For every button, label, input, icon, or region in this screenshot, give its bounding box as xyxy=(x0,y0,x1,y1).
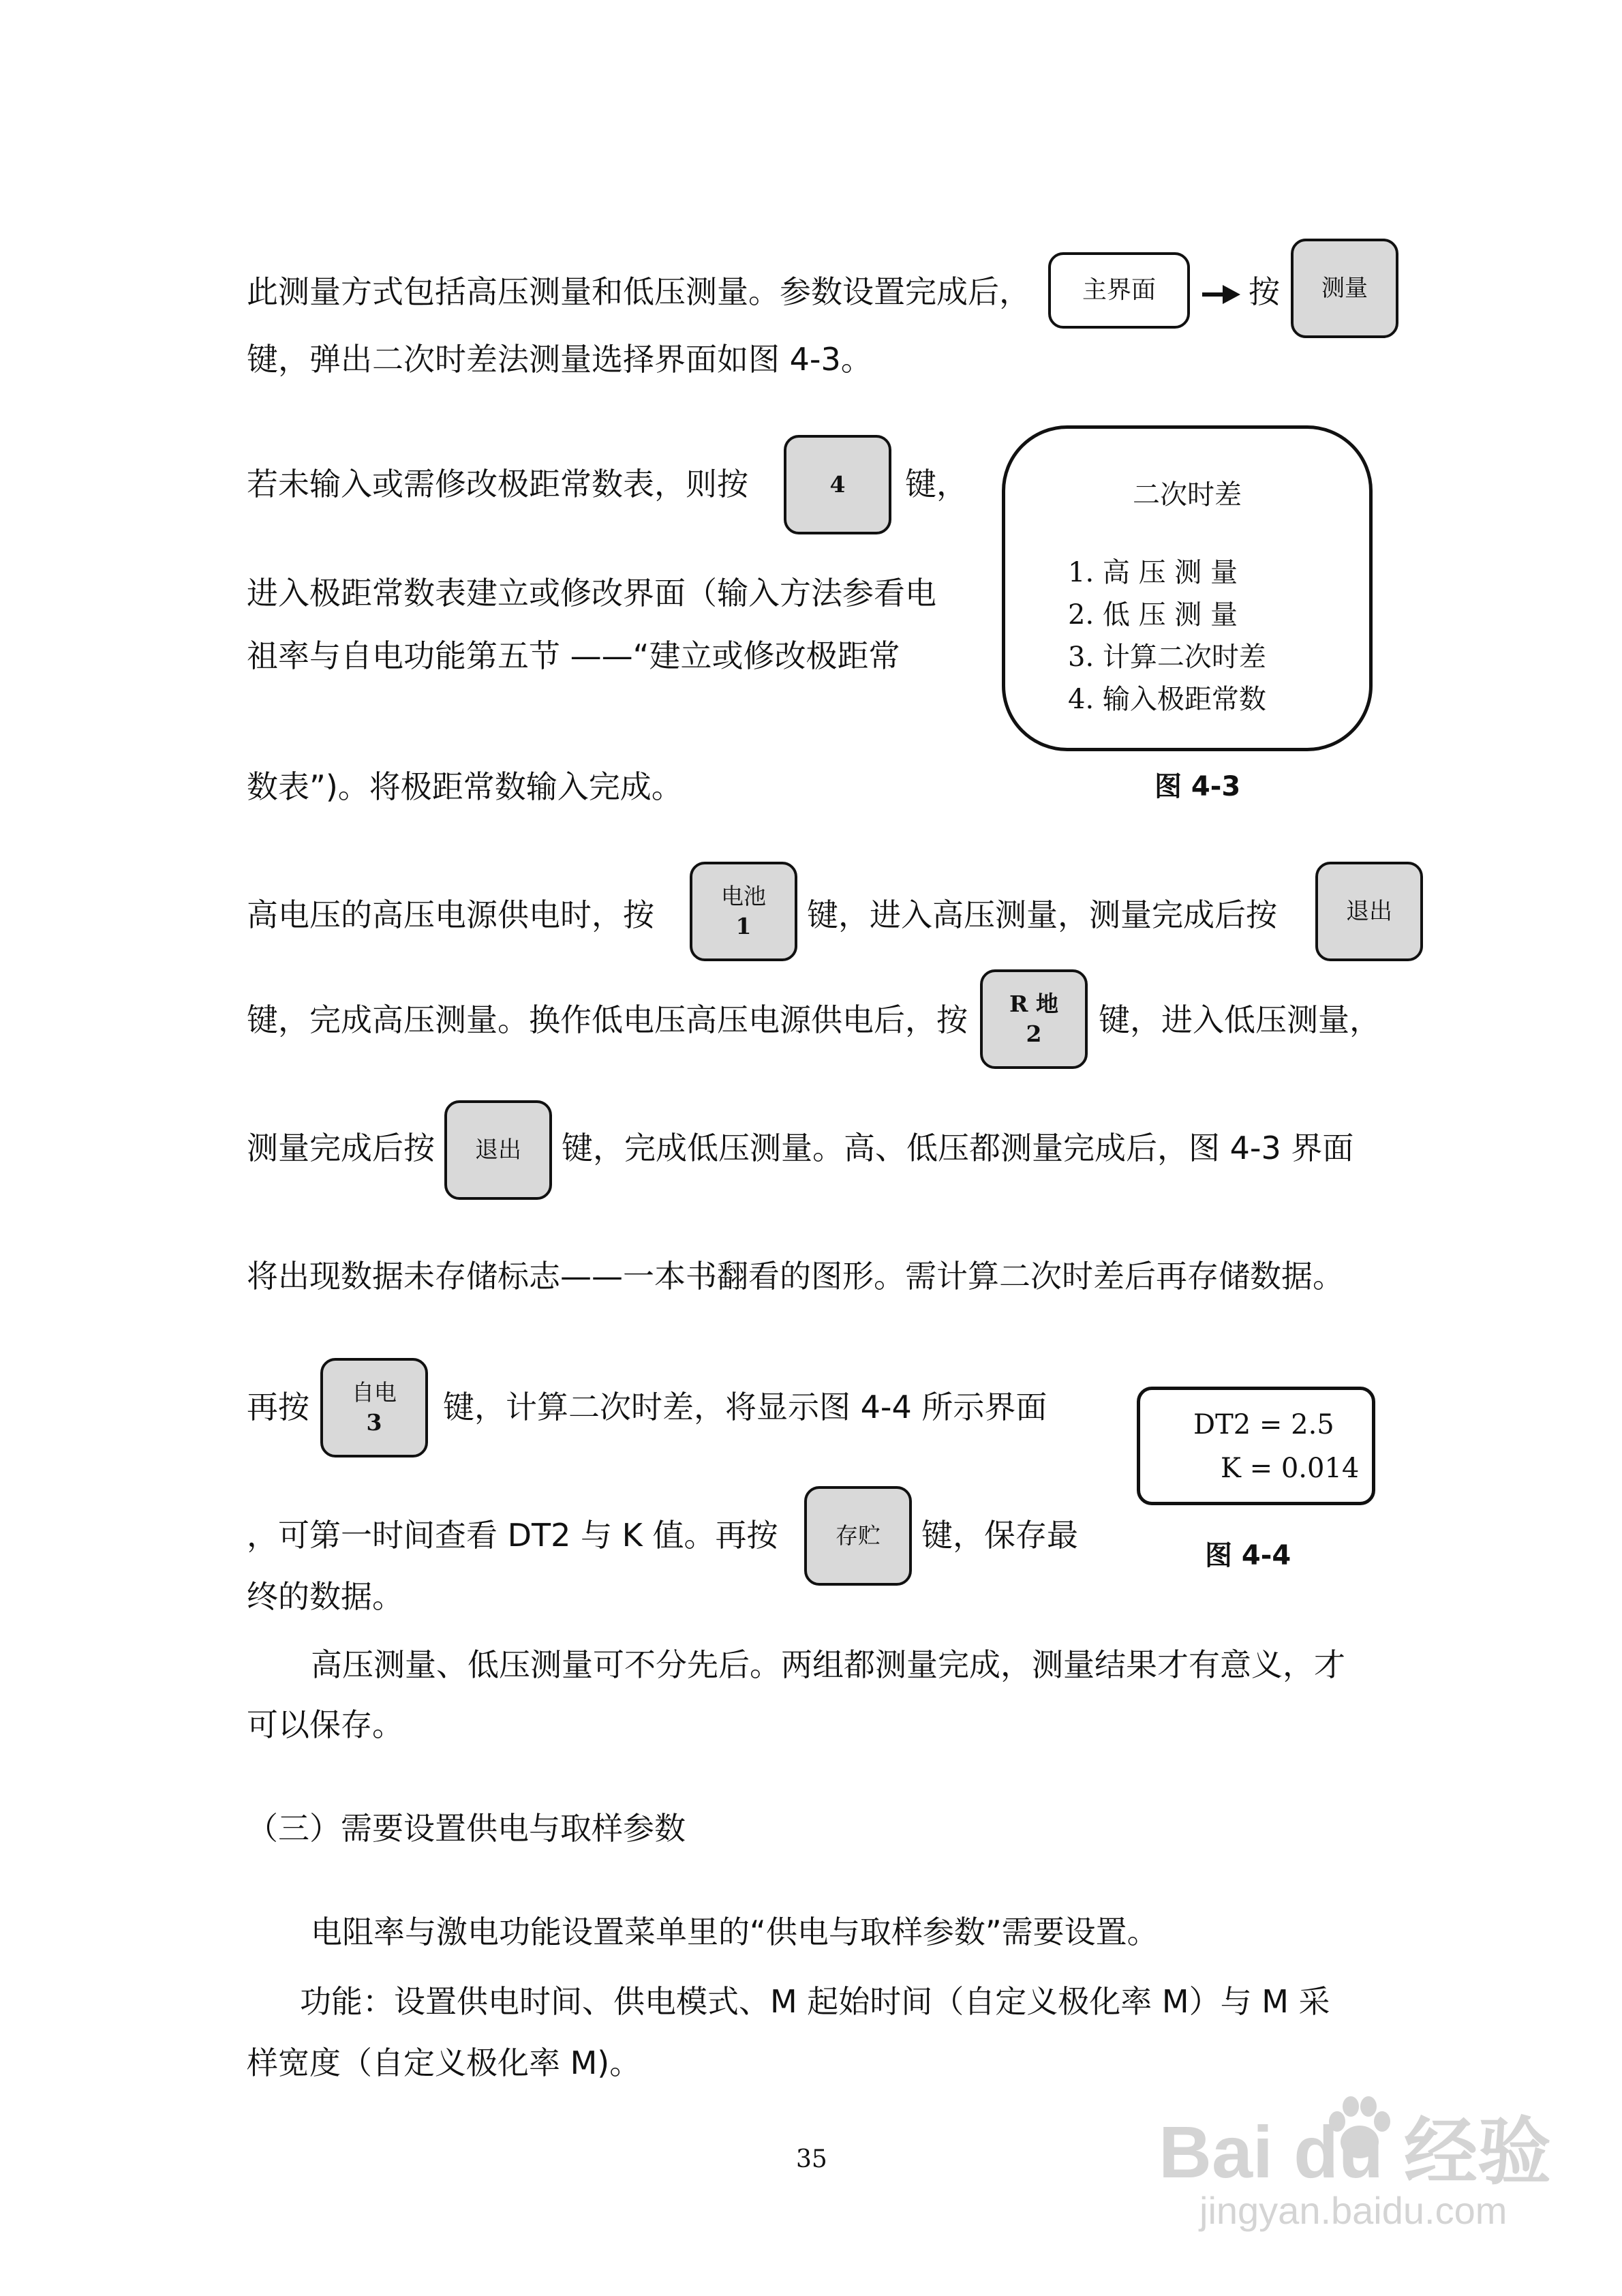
figure-4-4-caption: 图 4-4 xyxy=(1205,1540,1291,1571)
para3-line1b: 键，进入高压测量，测量完成后按 xyxy=(807,896,1277,933)
figure-4-3-caption: 图 4-3 xyxy=(1154,771,1241,802)
para3-line2a: 键，完成高压测量。换作低电压高压电源供电后，按 xyxy=(247,1001,968,1038)
watermark-brand: Bai du 经验 xyxy=(1159,2111,1552,2193)
para1-press: 按 xyxy=(1249,273,1280,310)
para1-line2: 键，弹出二次时差法测量选择界面如图 4-3。 xyxy=(247,341,872,378)
page-number: 35 xyxy=(796,2145,827,2173)
para3-line3b: 键，完成低压测量。高、低压都测量完成后，图 4-3 界面 xyxy=(562,1130,1354,1166)
para4-line3: 终的数据。 xyxy=(247,1578,403,1615)
para3-line1a: 高电压的高压电源供电时，按 xyxy=(247,896,654,933)
para2-line2: 进入极距常数表建立或修改界面（输入方法参看电 xyxy=(247,575,936,611)
para6: 电阻率与激电功能设置菜单里的“供电与取样参数”需要设置。 xyxy=(311,1914,1159,1950)
para2-line1b: 键， xyxy=(905,466,968,502)
store-key[interactable]: 存贮 xyxy=(804,1486,912,1586)
para3-line2b: 键，进入低压测量， xyxy=(1099,1001,1381,1038)
para7-line2: 样宽度（自定义极化率 M)。 xyxy=(247,2044,641,2081)
figure-4-3-screen xyxy=(1002,425,1373,751)
para3-line3a: 测量完成后按 xyxy=(247,1130,435,1166)
para2-line4: 数表”)。将极距常数输入完成。 xyxy=(247,768,683,805)
section-title: （三）需要设置供电与取样参数 xyxy=(247,1810,686,1847)
fig43-title: 二次时差 xyxy=(1133,479,1242,511)
exit-key[interactable]: 退出 xyxy=(1315,862,1423,961)
para4-line1b: 键，计算二次时差，将显示图 4-4 所示界面 xyxy=(443,1389,1047,1425)
para5-line2: 可以保存。 xyxy=(247,1706,403,1743)
watermark-url: jingyan.baidu.com xyxy=(1199,2189,1508,2232)
fig44-k: K = 0.014 xyxy=(1221,1453,1360,1484)
para1-line1: 此测量方式包括高压测量和低压测量。参数设置完成后， xyxy=(247,273,1030,310)
measure-key[interactable]: 测量 xyxy=(1291,239,1398,338)
key-4[interactable]: 4 xyxy=(784,435,891,534)
fig43-item-3: 3. 计算二次时差 xyxy=(1068,641,1266,673)
para3-line4: 将出现数据未存储标志——一本书翻看的图形。需计算二次时差后再存储数据。 xyxy=(247,1258,1344,1295)
para2-line3: 祖率与自电功能第五节 ——“建立或修改极距常 xyxy=(247,637,900,674)
main-screen-key[interactable]: 主界面 xyxy=(1048,252,1190,329)
para2-line1a: 若未输入或需修改极距常数表，则按 xyxy=(247,466,748,502)
r-ground-2-key[interactable]: R 地 2 xyxy=(980,969,1088,1069)
para5-line1: 高压测量、低压测量可不分先后。两组都测量完成，测量结果才有意义，才 xyxy=(311,1646,1345,1683)
fig43-item-4: 4. 输入极距常数 xyxy=(1068,684,1266,715)
para4-line2a: ，可第一时间查看 DT2 与 K 值。再按 xyxy=(247,1517,778,1554)
self-potential-3-key[interactable]: 自电 3 xyxy=(320,1358,428,1457)
fig43-item-2: 2. 低 压 测 量 xyxy=(1068,599,1238,631)
para7-line1: 功能：设置供电时间、供电模式、M 起始时间（自定义极化率 M）与 M 采 xyxy=(300,1983,1330,2020)
arrow-right-icon xyxy=(1201,281,1242,308)
para4-line1a: 再按 xyxy=(247,1389,309,1425)
para4-line2b: 键，保存最 xyxy=(921,1517,1078,1554)
figure-4-4-screen xyxy=(1137,1387,1375,1505)
fig44-dt2: DT2 = 2.5 xyxy=(1193,1409,1334,1440)
exit-key-2[interactable]: 退出 xyxy=(444,1100,552,1200)
battery-1-key[interactable]: 电池 1 xyxy=(690,862,797,961)
fig43-item-1: 1. 高 压 测 量 xyxy=(1068,557,1238,588)
